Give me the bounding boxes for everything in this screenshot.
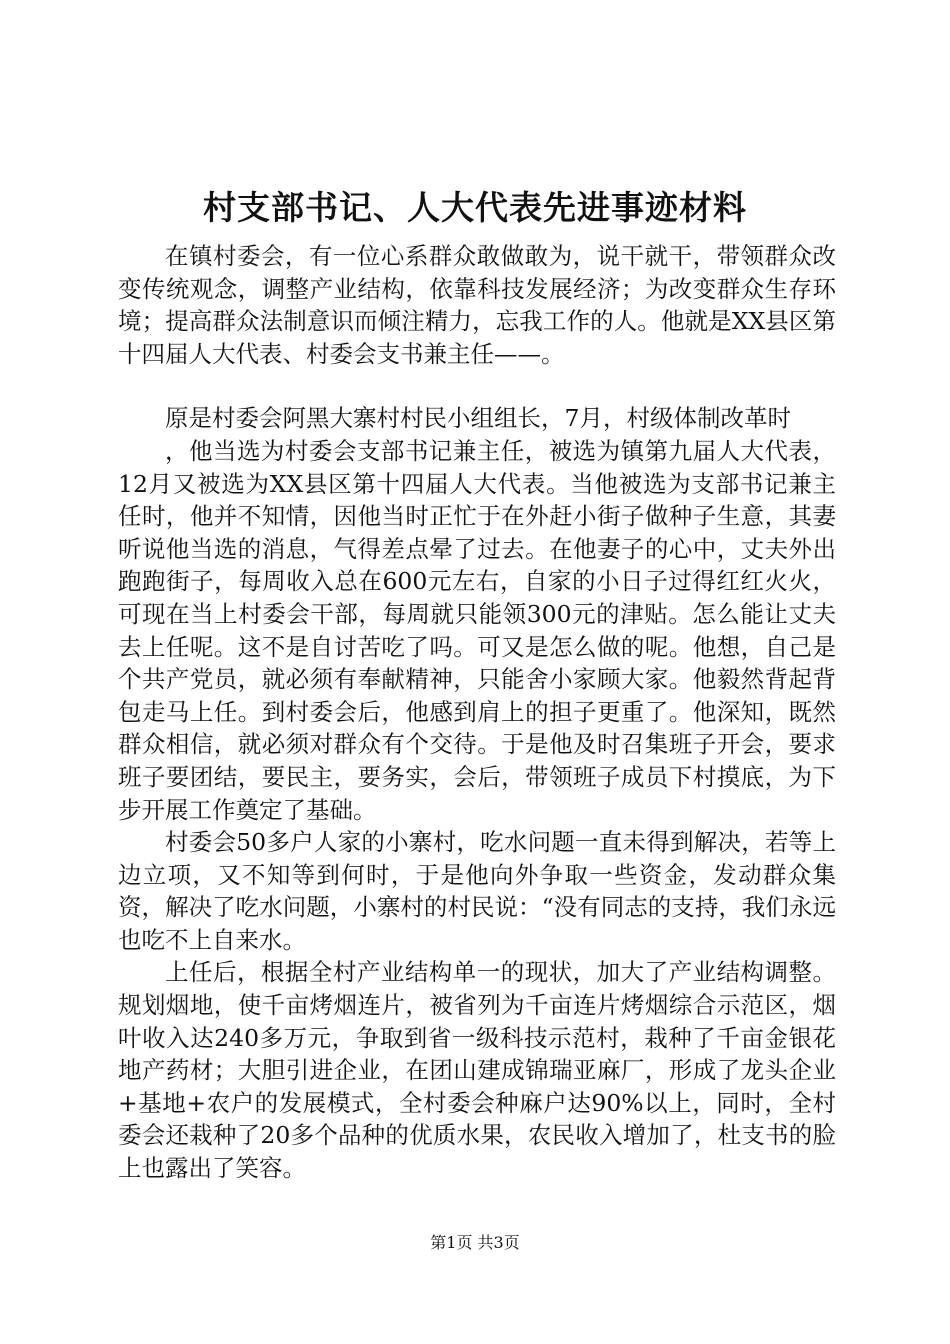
- paragraph-intro: 在镇村委会，有一位心系群众敢做敢为，说干就干，带领群众改变传统观念，调整产业结构，依靠科技发展经济；为改变群众生存环境；提高群众法制意识而倾注精力，忘我工作的人。他就是XX县区第十四届人大代表、村委会支书兼主任——。: [118, 242, 836, 368]
- paragraph-election: ，他当选为村委会支部书记兼主任，被选为镇第九届人大代表，12月又被选为XX县区第十四届人大代表。当他被选为支部书记兼主任时，他并不知情，因他当时正忙于在外赶小街子做种子生意，其妻听说他当选的消息，气得差点晕了过去。在他妻子的心中，丈夫外出跑跑街子，每周收入总在600元左右，自家的小日子过得红红火火，可现在当上村委会干部，每周就只能领300元的津贴。怎么能让丈夫去上任呢。这不是自讨苦吃了吗。可又是怎么做的呢。他想，自己是个共产党员，就必须有奉献精神，只能舍小家顾大家。他毅然背起背包走马上任。到村委会后，他感到肩上的担子更重了。他深知，既然群众相信，就必须对群众有个交待。于是他及时召集班子开会，要求班子要团结，要民主，要务实，会后，带领班子成员下村摸底，为下步开展工作奠定了基础。: [118, 436, 836, 824]
- page-total: 共3页: [477, 1233, 520, 1252]
- paragraph-background: 原是村委会阿黑大寨村村民小组组长，7月，村级体制改革时: [165, 404, 791, 433]
- paragraph-water: 村委会50多户人家的小寨村，吃水问题一直未得到解决，若等上边立项，又不知等到何时，于是他向外争取一些资金，发动群众集资，解决了吃水问题，小寨村的村民说：“没有同志的支持，我们永远也吃不上自来水。: [118, 828, 836, 954]
- document-title: 村支部书记、人大代表先进事迹材料: [203, 188, 747, 227]
- document-body: [118, 240, 836, 1185]
- page-footer: [0, 1232, 950, 1254]
- paragraph-industry: 上任后，根据全村产业结构单一的现状，加大了产业结构调整。规划烟地，使千亩烤烟连片，被省列为千亩连片烤烟综合示范区，烟叶收入达240多万元，争取到省一级科技示范村，栽种了千亩金银花地产药材；大胆引进企业，在团山建成锦瑞亚麻厂，形成了龙头企业+基地+农户的发展模式，全村委会种麻户达90%以上，同时，全村委会还栽种了20多个品种的优质水果，农民收入增加了，杜支书的脸上也露出了笑容。: [118, 958, 836, 1183]
- page-number: 第1页: [430, 1233, 473, 1252]
